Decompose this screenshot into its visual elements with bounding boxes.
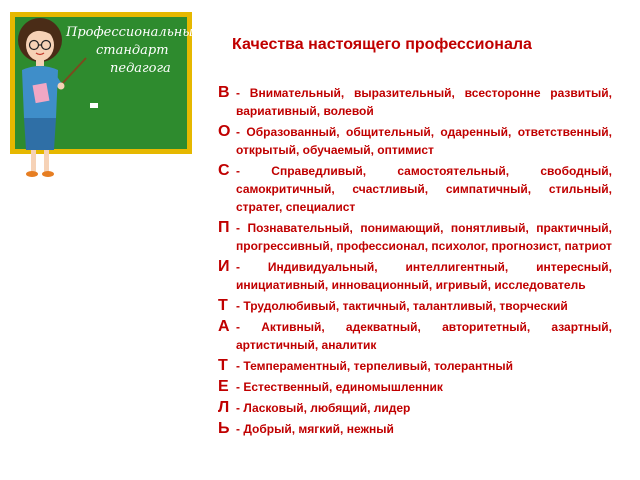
quality-letter: Л	[218, 399, 230, 416]
quality-item	[218, 399, 612, 417]
quality-description: - Образованный, общительный, одаренный, ответственный, открытый, обучаемый, оптимист	[236, 125, 612, 157]
page-title: Качества настоящего профессионала	[232, 36, 532, 53]
quality-item	[218, 162, 612, 216]
quality-item	[218, 219, 612, 255]
teacher-leg-right	[44, 150, 49, 172]
teacher-hand	[58, 83, 65, 90]
quality-description: - Ласковый, любящий, лидер	[236, 401, 411, 415]
quality-letter: В	[218, 84, 230, 101]
quality-item	[218, 258, 612, 294]
quality-item	[218, 357, 612, 375]
quality-letter: А	[218, 318, 230, 335]
qualities-list	[218, 84, 612, 438]
quality-item	[218, 84, 612, 120]
board-line-1: Профессиональный	[66, 25, 202, 40]
quality-description: - Добрый, мягкий, нежный	[236, 422, 394, 436]
quality-description: - Справедливый, самостоятельный, свободный, самокритичный, счастливый, симпатичный, стильный, стратег, специалист	[236, 164, 612, 214]
quality-letter: Т	[218, 357, 228, 374]
teacher-shoe-left	[26, 171, 38, 177]
quality-description: - Активный, адекватный, авторитетный, азартный, артистичный, аналитик	[236, 320, 612, 352]
teacher-leg-left	[31, 150, 36, 172]
board-line-3: педагога	[110, 61, 171, 76]
quality-letter: И	[218, 258, 230, 275]
quality-item	[218, 123, 612, 159]
chalk-mark	[90, 103, 98, 108]
quality-description: - Естественный, единомышленник	[236, 380, 443, 394]
quality-item	[218, 318, 612, 354]
quality-description: - Индивидуальный, интеллигентный, интересный, инициативный, инновационный, игривый, исследователь	[236, 260, 612, 292]
quality-item	[218, 420, 612, 438]
quality-letter: П	[218, 219, 230, 236]
quality-description: - Внимательный, выразительный, всесторонне развитый, вариативный, волевой	[236, 86, 612, 118]
quality-letter: Ь	[218, 420, 230, 437]
quality-letter: Е	[218, 378, 229, 395]
quality-letter: С	[218, 162, 230, 179]
board-line-2: стандарт	[96, 43, 169, 58]
quality-description: - Познавательный, понимающий, понятливый, практичный, прогрессивный, профессионал, психолог, прогнозист, патриот	[236, 221, 612, 253]
quality-item	[218, 297, 612, 315]
quality-letter: Т	[218, 297, 228, 314]
quality-description: - Трудолюбивый, тактичный, талантливый, творческий	[236, 299, 568, 313]
teacher-shoe-right	[42, 171, 54, 177]
teacher-skirt	[24, 118, 56, 150]
quality-item	[218, 378, 612, 396]
teacher-neck	[36, 59, 44, 66]
quality-letter: О	[218, 123, 231, 140]
quality-description: - Темпераментный, терпеливый, толерантный	[236, 359, 513, 373]
